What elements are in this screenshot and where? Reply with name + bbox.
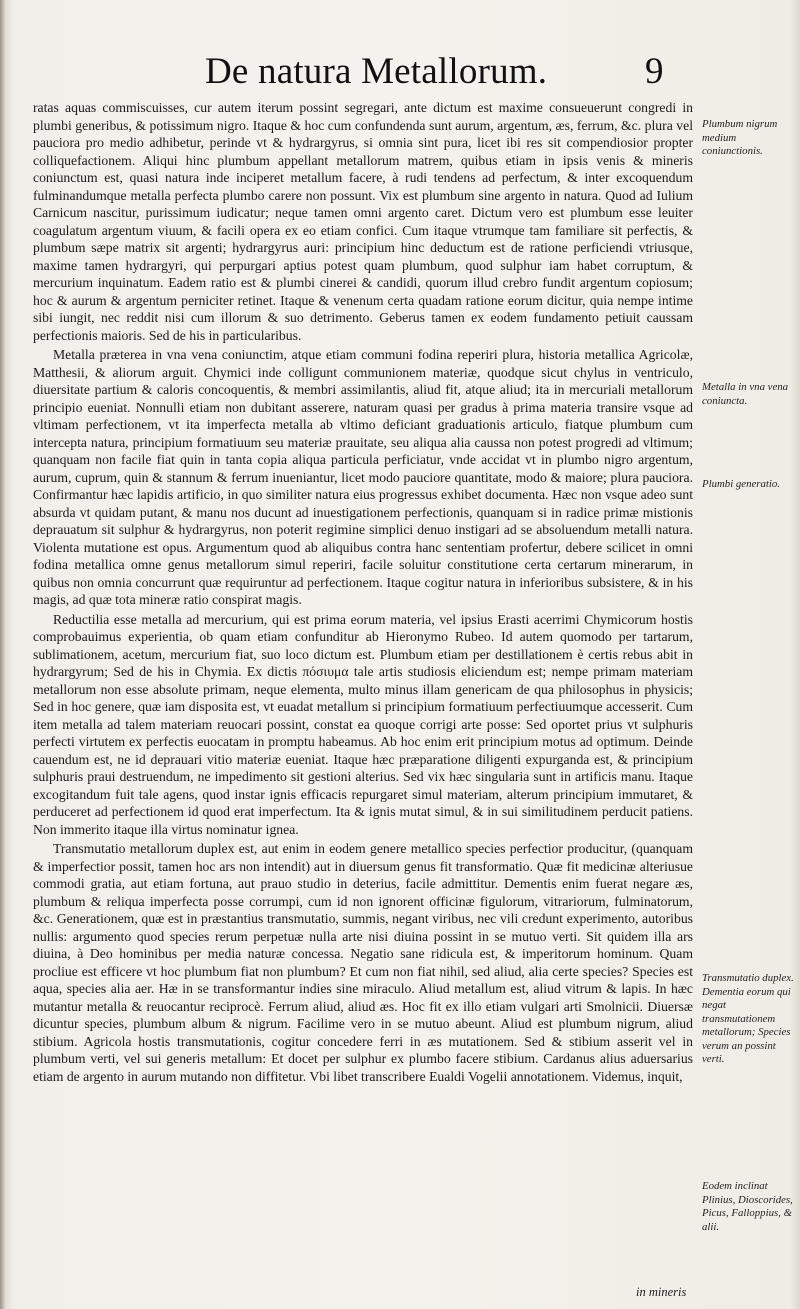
main-text-column	[33, 99, 693, 1087]
catchword: in mineris	[636, 1285, 687, 1299]
sidenote: Eodem inclinat Plinius, Dioscorides, Picus, Falloppius, & alii.	[702, 1180, 793, 1233]
sidenote: Plumbi generatio.	[702, 478, 780, 490]
paragraph: ratas aquas commiscuisses, cur autem iterum possint segregari, ante dictum est maxime consueuerunt congredi in plumbi generibus, & potissimum nigro. Itaque & hoc cum confundenda sunt aurum, argentum, æs, ferrum, &c. plura vel pauciora pro medio adhibetur, perinde vt & hydrargyrus, si omnia sint pura, licet ibi res sit compendiosior propter colliquefactionem. Aliqui hinc plumbum appellant metallorum matrem, quibus etiam in ipsis venis & mineris coniunctum est, quasi natura inde inciperet metallum facere, à rudi tendens ad perfectum, & inter excoquendum fulminandumque metalla perfecta plumbo carere non possunt. Vix est plumbum sine argento in natura. Quod ad Iulium Carnicum nascitur, purissimum iudicatur; neque tamen omni argento caret. Dictum vero est plumbum esse leuiter coagulatum argentum viuum, & facili opera ex eo etiam confici. Cum itaque vtrumque tam familiare sit perfectis, & plumbum sæpe matrix sit argenti; hydrargyrus auri: principium hinc deductum est de ratione perficiendi vtriusque, maxime tamen hydrargyri, qui perpurgari aptius potest quam plumbum, quod sulphur iam habet corruptum, & mercurium inquinatum. Eadem ratio est & plumbi cinerei & candidi, quorum illud crebro fundit argentum copiosum; hoc & aurum & argentum perniciter retinet. Itaque & venenum certa quadam ratione eorum dicitur, quia nempe intime sibi iungit, nec reddit nisi cum illorum & suo detrimento. Geberus tamen ex eodem fundamento petiuit caussam perfectionis maioris. Sed de his in particularibus.	[33, 100, 693, 343]
sidenote: Plumbum nigrum medium coniunctionis.	[702, 118, 778, 157]
running-header	[0, 50, 800, 96]
sidenote: Transmutatio duplex. Dementia eorum qui negat transmutationem metallorum; Species verum an possint verti.	[702, 972, 794, 1065]
page-edge-shadow	[0, 0, 6, 1309]
page-number: 9	[645, 51, 664, 92]
sidenote: Metalla in vna vena coniuncta.	[702, 381, 789, 407]
paragraph: Transmutatio metallorum duplex est, aut enim in eodem genere metallico species perfectior producitur, (quanquam & imperfectior possit, tamen hoc ars non intendit) aut in diuersum genus fit transformatio. Quæ fit medicinæ alteriusue commodi gratia, aut etiam fortuna, aut prauo studio in deterius, facile admittitur. Dementis enim fuerat negare æs, plumbum & reliqua imperfecta posse corrumpi, cum id non ignorent officinæ figulorum, vitrariorum, fulminatorum, &c. Generationem, quæ est in præstantius transmutatio, summis, negant viribus, nec vili credunt experimento, autoribus nullis: argumento quod species rerum perpetuæ nulla arte nisi diuina possint in se mutuo verti. Sit quidem illa ars diuina, à Deo hominibus per media naturæ concessa. Negatio sane ridicula est, & imperitorum hominum. Quam procliue est efficere vt hoc plumbum fiat non plumbum? Et cum non fiat nihil, sed aliud, alia certe species? Species est aqua, species alia aer. Hæ in se transformantur indies sine miraculo. Aliud metallum est, aliud vitrum & lapis. In hæc mutantur metalla & reuocantur reciprocè. Ferrum aliud, aliud æs. Hoc fit ex illo etiam vulgari arti Smolnicii. Diuersæ dicuntur species, plumbum album & nigrum. Facilime vero in se mutuo abeunt. Aliud est plumbum nigrum, aliud stibium. Agricola hostis transmutationis, cogitur concedere ferri in æs mutationem. Sed & stibium asserit vel in plumbum verti, vel sui generis metallum: Et docet per sulphur ex plumbo facere stibium. Cardanus alius aduersarius etiam de argento in aurum mutando non diffitetur. Vbi libet transcribere Eualdi Vogelii annotationem. Videmus, inquit,	[33, 841, 693, 1084]
paragraph: Metalla præterea in vna vena coniunctim, atque etiam communi fodina reperiri plura, historia metallica Agricolæ, Matthesii, & aliorum arguit. Chymici inde colligunt communionem materiæ, quodque sicut chylus in ventriculo, diuersitate partium & caloris concoquentis, & membri assimilantis, aliud fit, atque aliud; ita in mercuriali metallorum principio eueniat. Nonnulli etiam non dubitant asserere, naturam quasi per gradus à prima materia transire vsque ad vltimam perfectionem, vt ita imperfecta metalla ab vltimo deficiant graduationis articulo, fiatque plumbum cum intercepta natura, principium formatiuum seu materiæ prauitate, seu aliqua alia caussa non potest progredi ad vltimum; quanquam non facile fiat quin in tanta copia aliqua particula perficiatur, vnde accidat vt in plumbo nigro argentum, aurum, cuprum, quin & stannum & ferrum inueniantur, licet modo pauciore quantitate, modo & maiore; plura pauciora. Confirmantur hæc lapidis artificio, in quo similiter natura eius progressus exhibet documenta. Hæc non vsque adeo sunt absurda vt quidam putant, & manu nos ducunt ad inuestigationem perfectionis, quanquam si in radice primæ mistionis deprauatum sit sulphur & hydrargyrus, non poterit regimine simplici denuo instigari ad se absoluendum metalli natura. Violenta mutatione est opus. Argumentum quod ab aliquibus contra hanc sententiam profertur, debere scilicet in omni fodina metallica omne genus metallorum simul reperiri, facile soluitur constitutione certa certarum minerarum, in quibus non omnia concurrunt quæ requiruntur ad perfectionem. Itaque cogitur natura in inferioribus subsistere, & in his magis, ad quæ tota mineræ ratio conspirat magis.	[33, 347, 693, 607]
page-title: De natura Metallorum.	[205, 51, 548, 92]
paragraph: Reductilia esse metalla ad mercurium, qui est prima eorum materia, vel ipsius Erasti acerrimi Chymicorum hostis comprobauimus experientia, ob quam etiam confunditur ab Hieronymo Rubeo. Id autem quomodo per tartarum, sublimationem, acetum, mercurium fiat, suo loco dictum est. Plumbum etiam per destillationem è certis rebus abit in hydrargyrum; Sed de his in Chymia. Ex dictis πόσιυμα tale artis studiosis eliciendum est; nempe primam materiam metallorum non esse absolute primam, neque elementa, multo minus illam genericam de qua philosophus in physicis; Sed in hoc genere, quæ iam disposita est, vt euadat metallum si principium formatiuum perfectiuumque accesserit. Cum item metalla ad talem materiam reuocari possint, constat ea quoque corrigi arte posse: Sed oportet prius vt sulphuris perfecti virtutem ex perfectis euocatam in promptu habeamus. Ab hoc enim erit principium motus ad optimum. Deinde cauendum est, ne id deprauari vitio materiæ eueniat. Itaque hæc præparatione diligenti expurganda est, & principium sulphuris praui destruendum, ne impedimento sit gestioni alterius. Sed vix hæc singularia sunt in artificis manu. Itaque excogitandum fuit tale agens, quod instar ignis efficacis repurgaret simul materiam, alterum principium immutaret, & perduceret ad perfectionem id quod erat imperfectum. Ita & ignis mutat simul, & in sui similitudinem perducit patiens. Non immerito itaque illa virtus nominatur ignea.	[33, 611, 693, 837]
